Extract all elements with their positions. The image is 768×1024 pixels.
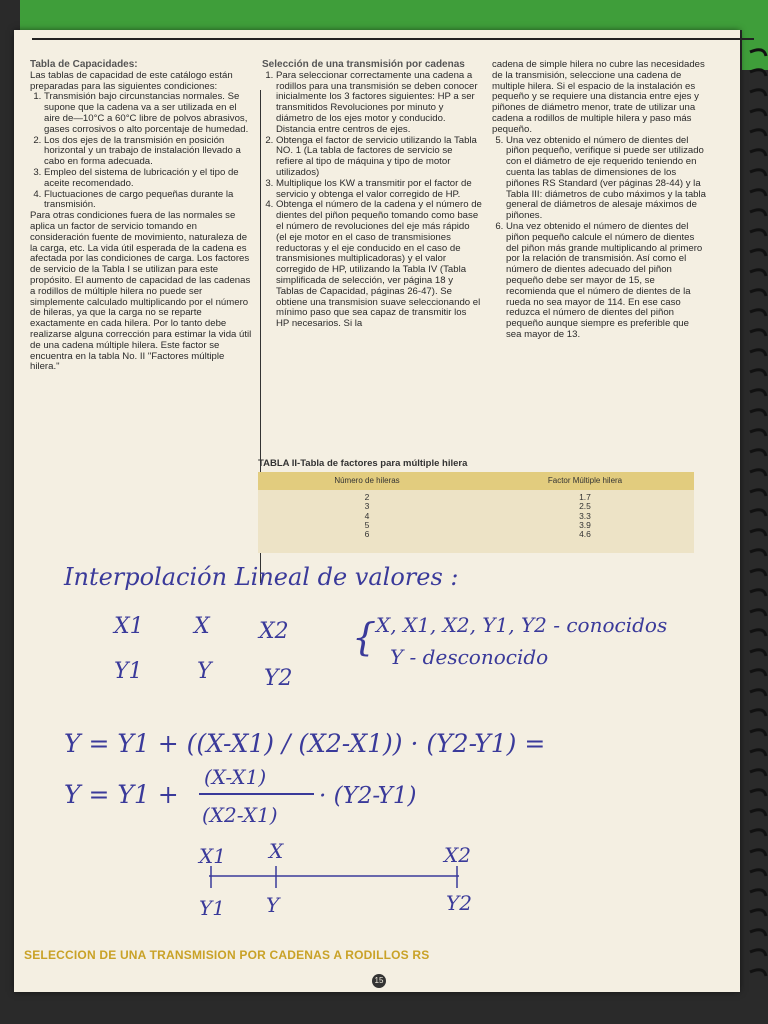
axis-label-y1: Y1	[199, 896, 225, 920]
binding-coil	[750, 830, 766, 836]
binding-coil	[750, 390, 766, 396]
formula-line-1: Y = Y1 + ((X-X1) / (X2-X1)) · (Y2-Y1) =	[64, 729, 546, 758]
handwritten-notes	[14, 30, 740, 992]
list-item: 6. Una vez obtenido el número de dientes del piñon pequeño calcule el número de dientes del piñon más grande multiplicando al primero por la relación de transmisión. Así como el número de dientes adecuado del piñon pequeño debe ser mayor de 15, se recomienda que el número de dientes de la rueda no sea mayor de 114. En ese caso reduzca el número de dientes del piñon pequeño aunque siempre es preferible que sea mayor de 13.	[506, 222, 706, 341]
binding-coil	[750, 970, 766, 976]
table-cell: 1.7	[579, 492, 591, 502]
binding-coil	[750, 250, 766, 256]
binder-tab-band	[20, 0, 768, 30]
list-item: 4. Obtenga el número de la cadena y el número de dientes del piñon pequeño tomando como base el número de revoluciones del eje más rápido (el eje motor en el caso de transmisiones reductoras y el eje conducido en el caso de transmisiones multiplicadoras) y el valor corregido de HP, utilizando la Tabla IV (Tabla simplificada de selección, ver página 18 y Tablas de Capacidad, páginas 26-47). Se obtiene una transmision suave seleccionando el mínimo paso que sea capaz de transmitir los HP necesarios. Si la	[276, 200, 482, 330]
binding-coil	[750, 210, 766, 216]
bottom-row-y2: Y2	[264, 666, 293, 691]
binding-coil	[750, 630, 766, 636]
bottom-row-y1: Y1	[114, 659, 143, 684]
unknown-variable: Y - desconocido	[390, 645, 549, 669]
footer-title: SELECCION DE UNA TRANSMISION POR CADENAS A RODILLOS RS	[24, 948, 430, 962]
binding-coil	[750, 890, 766, 896]
known-variables: X, X1, X2, Y1, Y2 - conocidos	[376, 613, 668, 637]
notebook-page	[14, 30, 740, 992]
binding-coil	[750, 470, 766, 476]
axis-label-x: X	[269, 839, 284, 863]
curly-brace: {	[352, 615, 377, 659]
binding-coil	[750, 530, 766, 536]
binding-coil	[750, 290, 766, 296]
binding-coil	[750, 150, 766, 156]
binding-coil	[750, 550, 766, 556]
binding-coil	[750, 870, 766, 876]
list-item: 4. Fluctuaciones de cargo pequeñas durante la transmisión.	[44, 190, 252, 212]
table-cell: 4	[364, 510, 370, 521]
list-item: 3. Multiplique los KW a transmitir por el factor de servicio y obtenga el valor corregido de HP.	[276, 179, 482, 201]
binding-coil	[750, 190, 766, 196]
binding-coil	[750, 350, 766, 356]
binding-coil	[750, 510, 766, 516]
binding-coil	[750, 130, 766, 136]
axis-label-y2: Y2	[446, 891, 472, 915]
table-cell: 2.5	[579, 501, 591, 512]
binding-coil	[750, 430, 766, 436]
binding-coil	[750, 670, 766, 676]
table-cell: 3.9	[579, 519, 591, 530]
binding-coil	[750, 370, 766, 376]
binding-coil	[750, 610, 766, 616]
binding-coil	[750, 170, 766, 176]
binding-coil	[750, 450, 766, 456]
binding-coil	[750, 410, 766, 416]
binding-coil	[750, 850, 766, 856]
binding-coil	[750, 910, 766, 916]
binding-coil	[750, 110, 766, 116]
binding-coil	[750, 590, 766, 596]
binding-coil	[750, 810, 766, 816]
binding-coil	[750, 50, 766, 56]
table-cell: 6	[364, 529, 370, 540]
table-title: TABLA II-Tabla de factores para múltiple hilera	[258, 458, 468, 469]
table-cell: 3	[364, 501, 370, 512]
page-number: 15	[372, 974, 386, 988]
list-item: 2. Los dos ejes de la transmisión en posición horizontal y un trabajo de instalación llevado a cabo en forma adecuada.	[44, 136, 252, 168]
binding-coil	[750, 90, 766, 96]
binding-coil	[750, 330, 766, 336]
axis-label-x1: X1	[199, 844, 226, 868]
binding-coil	[750, 570, 766, 576]
capacity-body: Para otras condiciones fuera de las normales se aplica un factor de servicio tomando en consideración fuente de movimiento, naturaleza de la carga, etc. La vida útil esperada de la cadena es afectada por las condiciones de carga. Los factores de servicio de la Tabla I se utilizan para este propósito. El aumento de capacidad de las cadenas a rodillos de múltiple hilera no puede ser simplemente calculado multiplicando por el número de hileras, ya que la carga no se reparte exactamente en cada hilera. Por lo tanto debe realizarse alguna corrección para estimar la vida útil de una cadena múltiple hilera. Este factor se encuentra en la tabla No. II "Factores múltiple hilera."	[30, 210, 252, 373]
axis-label-x2: X2	[444, 843, 471, 867]
binding-coil	[750, 770, 766, 776]
list-item: 1. Para seleccionar correctamente una cadena a rodillos para una transmisión se deben conocer inicialmente los 3 factores siguientes: HP a ser transmitidos Revoluciones por minuto y diámetro de los ejes motor y conducido. Distancia entre centros de ejes.	[276, 71, 482, 136]
binding-coil	[750, 70, 766, 76]
list-item: 1. Transmisión bajo circunstancias normales. Se supone que la cadena va a ser utilizada en el aire de—10°C a 60°C libre de polvos abrasivos, gases corrosivos o alto porcentaje de humedad.	[44, 92, 252, 135]
list-item: 2. Obtenga el factor de servicio utilizando la Tabla NO. 1 (La tabla de factores de servicio se refiere al tipo de máquina y tipo de motor utilizados)	[276, 136, 482, 179]
binding-coil	[750, 310, 766, 316]
formula-numerator: (X-X1)	[204, 765, 267, 789]
interpolation-title: Interpolación Lineal de valores :	[64, 563, 459, 591]
binding-coil	[750, 710, 766, 716]
capacity-heading: Tabla de Capacidades:	[30, 59, 138, 70]
formula-line-2-tail: · (Y2-Y1)	[319, 783, 417, 809]
binding-coil	[750, 270, 766, 276]
binding-coil	[750, 930, 766, 936]
binding-coil	[750, 230, 766, 236]
top-row-x2: X2	[259, 619, 289, 644]
formula-denominator: (X2-X1)	[202, 803, 278, 827]
list-item: 5. Una vez obtenido el número de dientes del piñon pequeño, verifique si puede ser utilizado con el diámetro de eje requerido teniendo en cuenta las tablas de dimensiones de los piñones RS Standard (ver páginas 28-44) y la Tabla III: diámetros de cubo máximos y la tabla general de diámetros de alesaje máximos de piñones.	[506, 136, 706, 222]
binding-coil	[750, 750, 766, 756]
table-cell: 3.3	[579, 510, 591, 521]
binding-coil	[750, 790, 766, 796]
list-item: 3. Empleo del sistema de lubricación y el tipo de aceite recomendado.	[44, 168, 252, 190]
axis-label-y: Y	[266, 893, 280, 917]
table-cell: 2	[364, 492, 370, 502]
top-row-x1: X1	[114, 614, 144, 639]
binding-coil	[750, 490, 766, 496]
formula-line-2-lhs: Y = Y1 +	[64, 780, 179, 809]
binding-coil	[750, 730, 766, 736]
header-rows: Número de hileras	[334, 476, 400, 485]
selection-heading: Selección de una transmisión por cadenas	[262, 59, 465, 70]
binding-coil	[750, 650, 766, 656]
header-factor: Factor Múltiple hilera	[547, 476, 623, 485]
top-row-x: X	[194, 614, 210, 639]
binding-coil	[750, 690, 766, 696]
table-cell: 5	[364, 519, 370, 530]
bottom-row-y: Y	[197, 659, 212, 684]
binding-coil	[750, 950, 766, 956]
capacity-intro: Las tablas de capacidad de este catálogo están preparadas para las siguientes condiciones:	[30, 69, 233, 92]
spiral-binding	[746, 40, 768, 1000]
table-cell: 4.6	[579, 529, 591, 540]
continued-lead: cadena de simple hilera no cubre las necesidades de la transmisión, seleccione una cadena de multiple hilera. Si el espacio de la instalación es pequeño y se requiere una distancia entre ejes y piñones de diámetro menor, trate de utilizar una cadena a rodillos de multiple hilera y paso más pequeño.	[492, 59, 705, 135]
